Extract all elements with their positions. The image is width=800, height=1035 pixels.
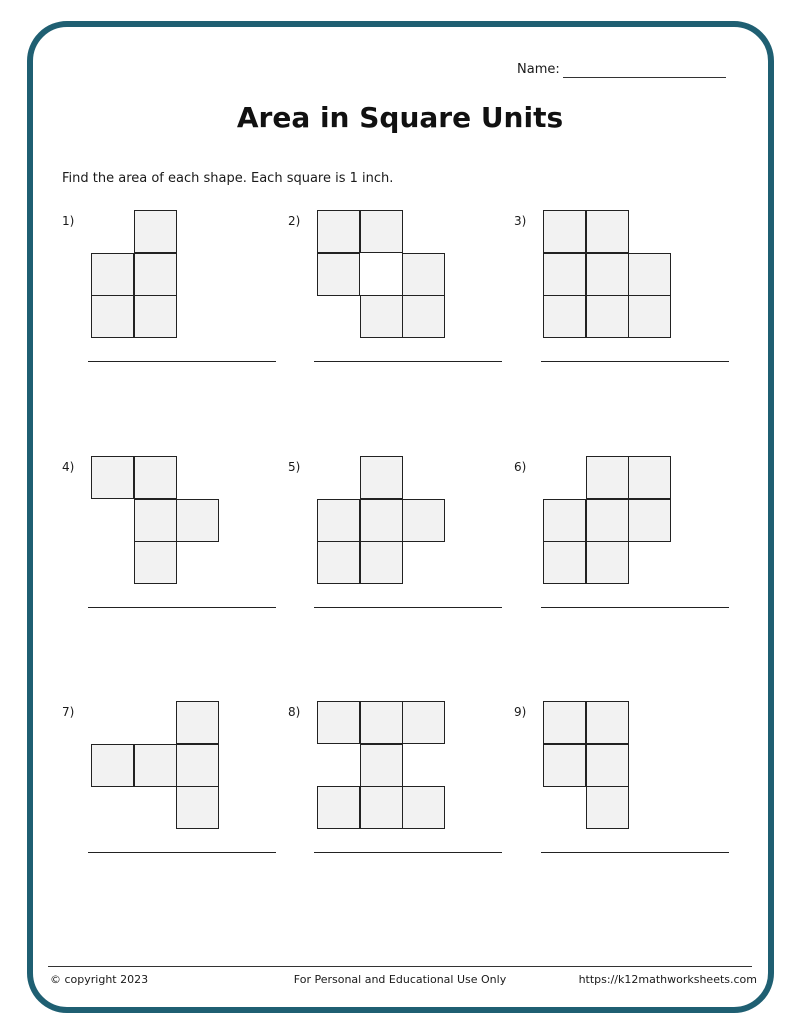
footer-divider [48, 966, 752, 967]
unit-square [360, 210, 403, 253]
page-title: Area in Square Units [236, 101, 564, 134]
unit-square [543, 701, 586, 744]
unit-square [402, 701, 445, 744]
name-field[interactable] [517, 62, 726, 78]
unit-square [360, 541, 403, 584]
answer-line[interactable] [88, 607, 276, 608]
unit-square [317, 499, 360, 542]
problem-number: 5) [288, 460, 301, 474]
answer-line[interactable] [88, 852, 276, 853]
answer-line[interactable] [541, 852, 729, 853]
unit-square [317, 701, 360, 744]
unit-square [134, 210, 177, 253]
unit-square [586, 786, 629, 829]
unit-square [134, 295, 177, 338]
unit-square [134, 499, 177, 542]
unit-square [543, 541, 586, 584]
unit-square [586, 499, 629, 542]
problem-number: 7) [62, 705, 75, 719]
unit-square [317, 253, 360, 296]
unit-square [134, 541, 177, 584]
unit-square [628, 253, 671, 296]
unit-square [360, 744, 403, 787]
unit-square [91, 744, 134, 787]
unit-square [628, 499, 671, 542]
problem-number: 2) [288, 214, 301, 228]
unit-square [317, 541, 360, 584]
answer-line[interactable] [88, 361, 276, 362]
problem-number: 1) [62, 214, 75, 228]
unit-square [134, 253, 177, 296]
unit-square [91, 253, 134, 296]
unit-square [586, 456, 629, 499]
unit-square [176, 701, 219, 744]
unit-square [176, 499, 219, 542]
unit-square [360, 499, 403, 542]
unit-square [176, 786, 219, 829]
answer-line[interactable] [541, 607, 729, 608]
unit-square [402, 499, 445, 542]
name-label: Name: [517, 62, 560, 77]
unit-square [543, 295, 586, 338]
unit-square [91, 456, 134, 499]
instructions: Find the area of each shape. Each square is 1 inch. [62, 171, 394, 186]
unit-square [586, 744, 629, 787]
unit-square [543, 253, 586, 296]
problem-number: 6) [514, 460, 527, 474]
problem-number: 9) [514, 705, 527, 719]
unit-square [176, 744, 219, 787]
problem-number: 3) [514, 214, 527, 228]
unit-square [586, 701, 629, 744]
unit-square [317, 210, 360, 253]
unit-square [402, 786, 445, 829]
unit-square [360, 456, 403, 499]
answer-line[interactable] [314, 361, 502, 362]
unit-square [543, 744, 586, 787]
answer-line[interactable] [314, 852, 502, 853]
unit-square [586, 210, 629, 253]
answer-line[interactable] [314, 607, 502, 608]
unit-square [360, 701, 403, 744]
unit-square [360, 786, 403, 829]
unit-square [360, 295, 403, 338]
unit-square [628, 295, 671, 338]
unit-square [586, 295, 629, 338]
unit-square [628, 456, 671, 499]
unit-square [402, 295, 445, 338]
problem-number: 4) [62, 460, 75, 474]
unit-square [543, 210, 586, 253]
answer-line[interactable] [541, 361, 729, 362]
unit-square [586, 253, 629, 296]
unit-square [317, 786, 360, 829]
unit-square [586, 541, 629, 584]
unit-square [402, 253, 445, 296]
unit-square [134, 456, 177, 499]
footer-copyright: © copyright 2023 [50, 973, 149, 986]
unit-square [543, 499, 586, 542]
name-blank-line[interactable] [563, 62, 726, 78]
footer-notice: For Personal and Educational Use Only [293, 973, 507, 986]
unit-square [91, 295, 134, 338]
footer-website: https://k12mathworksheets.com [578, 973, 757, 986]
problem-number: 8) [288, 705, 301, 719]
unit-square [134, 744, 177, 787]
